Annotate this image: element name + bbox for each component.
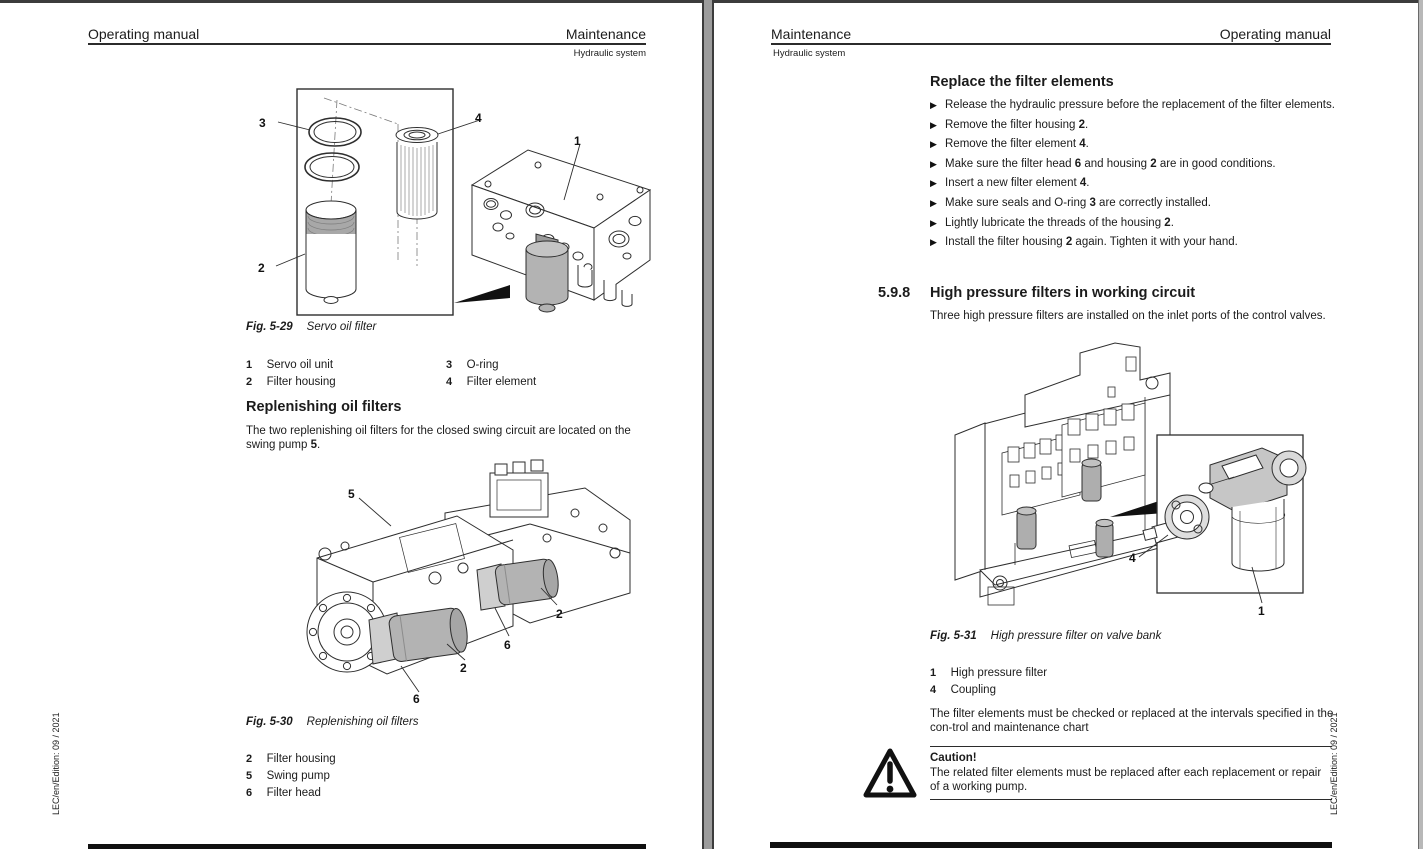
left-header-chapter: Maintenance [565,26,646,42]
fig30-caption-label: Fig. 5-30 [246,716,293,728]
legend-num: 2 [246,753,253,765]
warning-triangle-icon [862,747,918,801]
page-gutter [702,0,714,849]
legend-num: 2 [246,376,253,388]
bullet-text: Make sure seals and O-ring 3 are correctly installed. [945,196,1211,209]
bullet-triangle-icon: ▶ [930,237,937,248]
replace-bullet-list [930,98,1340,255]
bullet-item [930,235,1340,249]
legend-num: 1 [246,359,253,371]
bullet-text: Make sure the filter head 6 and housing 2 are in good conditions. [945,157,1276,170]
replace-heading: Replace the filter elements [930,74,1114,90]
fig29-legend-item-4 [446,372,536,390]
left-header-title: Operating manual [88,26,200,42]
bullet-item [930,137,1340,151]
bullet-item [930,118,1340,132]
right-header-rule [771,43,1331,45]
bullet-item [930,157,1340,171]
fig29-callout-2: 2 [258,261,265,275]
bullet-text: Install the filter housing 2 again. Tighten it with your hand. [945,236,1238,249]
fig31-callout-1: 1 [1258,604,1265,618]
bullet-triangle-icon: ▶ [930,119,937,130]
left-page-header [88,26,646,42]
legend-text: Swing pump [266,770,330,782]
legend-text: Filter housing [266,753,336,765]
bullet-item [930,176,1340,190]
caution-body: The related filter elements must be replaced after each replacement or repair of a working pump. [930,767,1322,794]
intervals-note: The filter elements must be checked or replaced at the intervals specified in the con-trol and maintenance chart [930,708,1334,735]
right-edition-note: LEC/en/Edition: 09 / 2021 [1329,712,1339,815]
left-header-rule [88,43,646,45]
legend-text: Filter housing [266,376,336,388]
bullet-item [930,196,1340,210]
right-header-chapter: Maintenance [771,26,852,42]
fig29-callout-3: 3 [259,116,266,130]
legend-text: O-ring [466,359,499,371]
fig30-callout-6l: 6 [413,692,420,706]
fig31-callout-4: 4 [1129,551,1136,565]
bullet-text: Release the hydraulic pressure before the replacement of the filter elements. [945,99,1335,111]
fig30-legend-item-1 [246,749,336,767]
caution-top-rule [930,746,1332,747]
caution-bottom-rule [930,799,1332,800]
legend-text: Filter head [266,787,321,799]
fig29-caption-text: Servo oil filter [306,321,377,333]
fig30-caption [246,716,419,728]
section-intro: Three high pressure filters are installed on the inlet ports of the control valves. [930,310,1326,322]
left-edition-note: LEC/en/Edition: 09 / 2021 [51,712,61,815]
legend-num: 1 [930,667,937,679]
bullet-triangle-icon: ▶ [930,197,937,208]
caution-title: Caution! [930,752,977,764]
fig31-legend-item-2 [930,680,996,698]
legend-text: High pressure filter [950,667,1048,679]
bullet-text: Insert a new filter element 4. [945,177,1090,190]
fig30-callout-5: 5 [348,487,355,501]
replenishing-heading: Replenishing oil filters [246,399,402,415]
bullet-text: Remove the filter housing 2. [945,118,1089,131]
bullet-text: Remove the filter element 4. [945,138,1089,151]
right-page-edge [1418,0,1423,849]
legend-text: Filter element [466,376,537,388]
fig29-callout-4: 4 [475,111,482,125]
legend-num: 6 [246,787,253,799]
bullet-item [930,98,1340,112]
section-number: 5.9.8 [878,285,911,301]
fig29-caption-label: Fig. 5-29 [246,321,293,333]
right-page-header [771,26,1331,42]
fig29-caption [246,321,376,333]
legend-num: 3 [446,359,453,371]
legend-text: Servo oil unit [266,359,334,371]
fig-5-29-drawing [248,84,658,324]
fig31-caption [930,630,1161,642]
bullet-triangle-icon: ▶ [930,178,937,189]
bullet-item [930,216,1340,230]
fig-5-30-drawing [285,458,665,710]
section-heading: High pressure filters in working circuit [930,285,1196,301]
bullet-triangle-icon: ▶ [930,100,937,110]
fig30-caption-text: Replenishing oil filters [306,716,419,728]
right-header-title: Operating manual [1219,26,1331,42]
legend-num: 4 [930,684,937,696]
left-header-subtitle: Hydraulic system [573,48,646,59]
fig30-legend-item-3 [246,783,321,801]
bullet-triangle-icon: ▶ [930,139,937,150]
legend-num: 4 [446,376,453,388]
right-footer-bar [770,842,1332,848]
fig30-callout-2r: 2 [556,607,563,621]
fig30-callout-2l: 2 [460,661,467,675]
fig29-legend-item-2 [246,372,336,390]
fig30-callout-6r: 6 [504,638,511,652]
bullet-text: Lightly lubricate the threads of the housing 2. [945,216,1174,229]
fig31-legend-item-1 [930,663,1047,681]
legend-text: Coupling [950,684,996,696]
fig29-callout-1: 1 [574,134,581,148]
fig29-legend-item-3 [446,355,499,373]
bullet-triangle-icon: ▶ [930,158,937,169]
right-header-subtitle: Hydraulic system [773,48,846,59]
fig30-legend-item-2 [246,766,330,784]
fig31-caption-text: High pressure filter on valve bank [990,630,1162,642]
bullet-triangle-icon: ▶ [930,217,937,228]
replenishing-body: The two replenishing oil filters for the closed swing circuit are located on the swing pump 5. [246,425,631,452]
fig-5-31-drawing [940,335,1320,625]
fig31-caption-label: Fig. 5-31 [930,630,977,642]
fig29-legend-item-1 [246,355,333,373]
legend-num: 5 [246,770,253,782]
left-footer-bar [88,844,646,849]
